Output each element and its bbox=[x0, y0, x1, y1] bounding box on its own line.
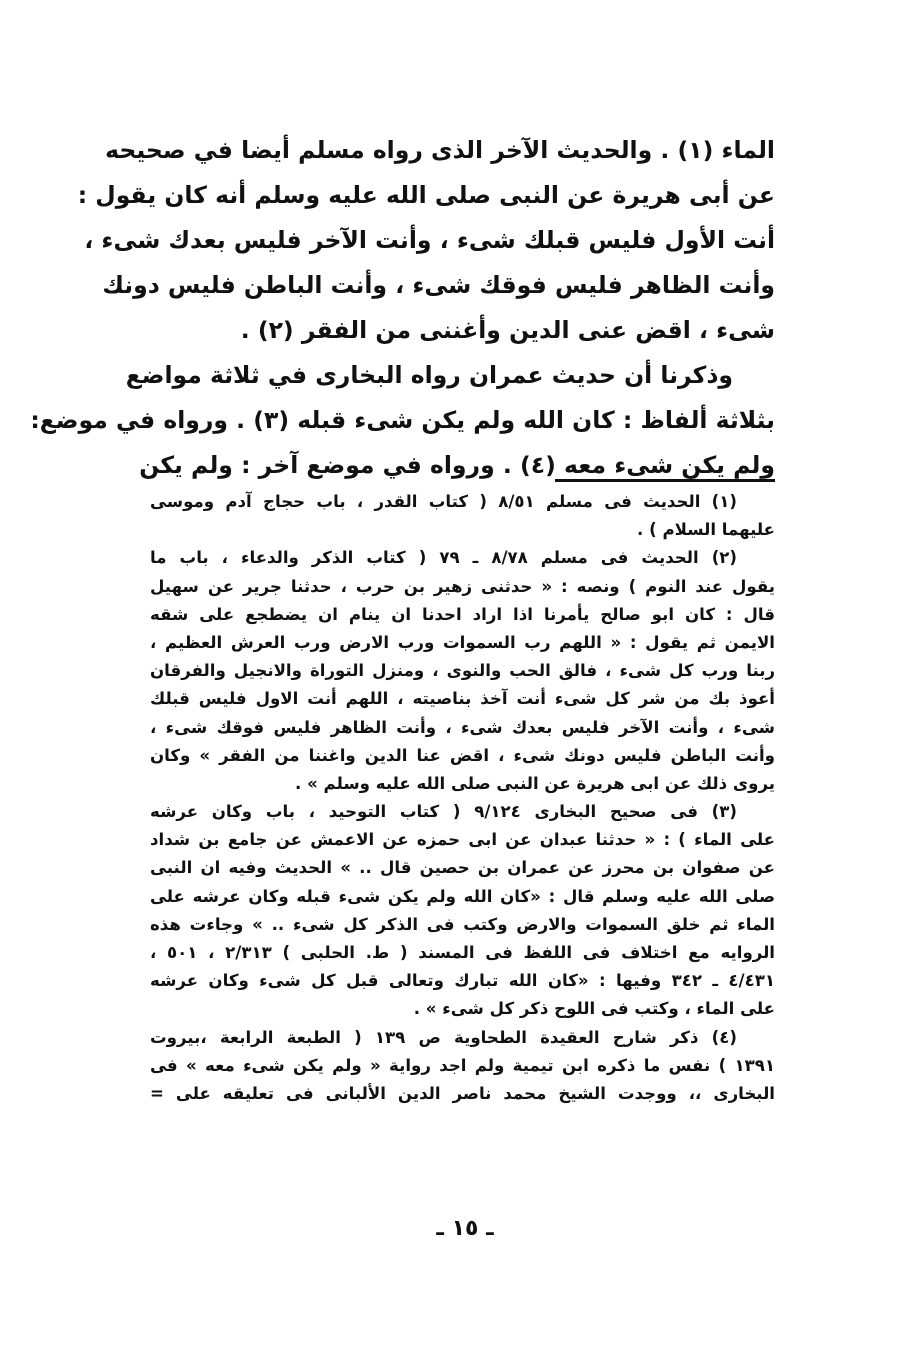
footnote-line: صلى الله عليه وسلم قال : «كان الله ولم يكن شىء قبله وكان عرشه على bbox=[150, 886, 775, 906]
footnote-line: عن صفوان بن محرز عن عمران بن حصين قال .. » الحديث وفيه ان النبى bbox=[150, 858, 775, 878]
footnote-line: الماء ثم خلق السموات والارض وكتب فى الذكر كل شىء .. » وجاءت هذه bbox=[150, 914, 775, 934]
main-line: ولم يكن شىء معه (٤) . ورواه في موضع آخر : ولم يكن bbox=[139, 451, 775, 479]
main-line: شىء ، اقض عنى الدين وأغننى من الفقر (٢) . bbox=[240, 316, 775, 344]
footnote-line: (١) الحديث فى مسلم ٨/٥١ ( كتاب القدر ، باب حجاج آدم وموسى bbox=[150, 492, 737, 511]
footnote-line: على الماء ، وكتب فى اللوح ذكر كل شىء » . bbox=[413, 999, 775, 1019]
footnote-line: على الماء ) : « حدثنا عبدان عن ابى حمزه عن الاعمش عن جامع بن شداد bbox=[150, 830, 775, 850]
footnote-line: يروى ذلك عن ابى هريرة عن النبى صلى الله عليه وسلم » . bbox=[294, 773, 775, 793]
footnote-line: شىء ، وأنت الآخر فليس بعدك شىء ، وأنت الظاهر فليس فوقك شىء ، bbox=[150, 717, 775, 737]
footnote-line: ٤/٤٣١ ـ ٣٤٢ وفيها : «كان الله تبارك وتعالى قبل كل شىء وكان عرشه bbox=[150, 971, 775, 991]
footnote-line: عليهما السلام ) . bbox=[637, 520, 775, 540]
main-text bbox=[30, 128, 775, 488]
footnote-separator bbox=[555, 479, 775, 482]
footnote-line: ربنا ورب كل شىء ، فالق الحب والنوى ، ومنزل التوراة والانجيل والفرقان bbox=[150, 661, 775, 681]
footnote-line: الايمن ثم يقول : « اللهم رب السموات ورب الارض ورب العرش العظيم ، bbox=[150, 632, 775, 652]
footnote-line: (٤) ذكر شارح العقيدة الطحاوية ص ١٣٩ ( الطبعة الرابعة ،بيروت bbox=[150, 1027, 737, 1047]
footnote-line: البخارى ،، ووجدت الشيخ محمد ناصر الدين الألبانى فى تعليقه على = bbox=[150, 1083, 775, 1103]
footnote-line: وأنت الباطن فليس دونك شىء ، اقض عنا الدين واغننا من الفقر » وكان bbox=[150, 745, 775, 765]
footnote-line: (٢) الحديث فى مسلم ٨/٧٨ ـ ٧٩ ( كتاب الذكر والدعاء ، باب ما bbox=[150, 548, 738, 568]
footnote-line: أعوذ بك من شر كل شىء أنت آخذ بناصيته ، اللهم أنت الاول فليس قبلك bbox=[150, 689, 775, 709]
main-line: أنت الأول فليس قبلك شىء ، وأنت الآخر فليس بعدك شىء ، bbox=[84, 226, 775, 254]
footnote-line: يقول عند النوم ) ونصه : « حدثنى زهير بن حرب ، حدثنا جرير عن سهيل bbox=[150, 576, 775, 596]
footnote-line: قال : كان ابو صالح يأمرنا اذا اراد احدنا ان ينام ان يضطجع على شقه bbox=[150, 604, 775, 624]
main-line: الماء (١) . والحديث الآخر الذى رواه مسلم أيضا في صحيحه bbox=[105, 136, 775, 164]
main-line: وذكرنا أن حديث عمران رواه البخارى في ثلاثة مواضع bbox=[125, 361, 733, 389]
main-line: وأنت الظاهر فليس فوقك شىء ، وأنت الباطن فليس دونك bbox=[102, 271, 775, 299]
main-line: عن أبى هريرة عن النبى صلى الله عليه وسلم أنه كان يقول : bbox=[77, 181, 775, 209]
footnote-line: ١٣٩١ ) نفس ما ذكره ابن تيمية ولم اجد رواية « ولم يكن شىء معه » فى bbox=[150, 1055, 775, 1075]
footnote-line: (٣) فى صحيح البخارى ٩/١٢٤ ( كتاب التوحيد ، باب وكان عرشه bbox=[150, 802, 737, 822]
footnote-line: الروايه مع اختلاف فى اللفظ فى المسند ( ط. الحلبى ) ٢/٣١٣ ، ٥٠١ ، bbox=[150, 943, 775, 962]
page-number: ـ ١٥ ـ bbox=[436, 1216, 494, 1241]
footnotes bbox=[150, 488, 775, 1108]
main-line: بثلاثة ألفاظ : كان الله ولم يكن شىء قبله (٣) . ورواه في موضع: bbox=[30, 406, 775, 434]
